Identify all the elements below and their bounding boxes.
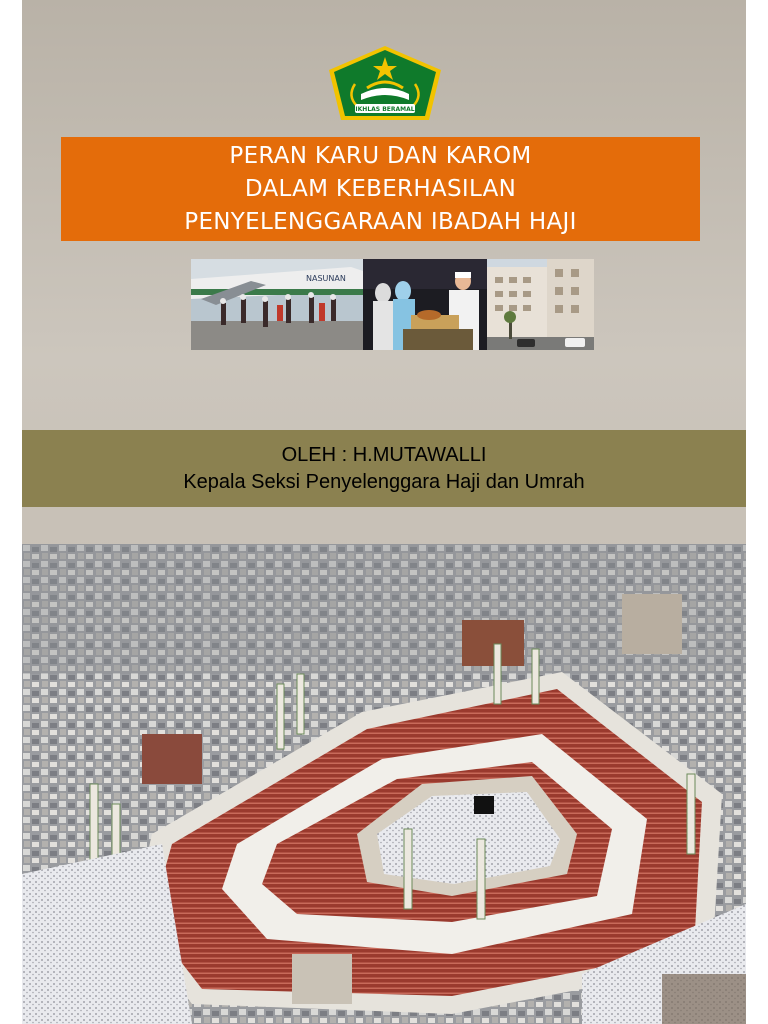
emblem-motto: IKHLAS BERAMAL	[355, 106, 415, 113]
hotel-building-photo	[487, 259, 594, 350]
title-line-1: PERAN KARU DAN KAROM	[229, 142, 532, 169]
author-band	[22, 430, 746, 507]
masjid-al-haram-aerial-photo	[22, 544, 746, 1024]
kemenag-emblem-icon	[325, 44, 445, 122]
author-position: Kepala Seksi Penyelenggara Haji dan Umrah	[183, 470, 585, 493]
title-banner	[61, 137, 700, 241]
photo-strip	[191, 259, 594, 350]
title-line-3: PENYELENGGARAAN IBADAH HAJI	[184, 208, 577, 235]
airplane-boarding-photo	[191, 259, 363, 350]
pilgrims-meal-service-photo	[363, 259, 487, 350]
cover-page	[22, 0, 746, 1024]
svg-text:NASUNAN: NASUNAN	[306, 274, 346, 283]
author-name: OLEH : H.MUTAWALLI	[281, 443, 487, 466]
title-line-2: DALAM KEBERHASILAN	[244, 175, 517, 202]
